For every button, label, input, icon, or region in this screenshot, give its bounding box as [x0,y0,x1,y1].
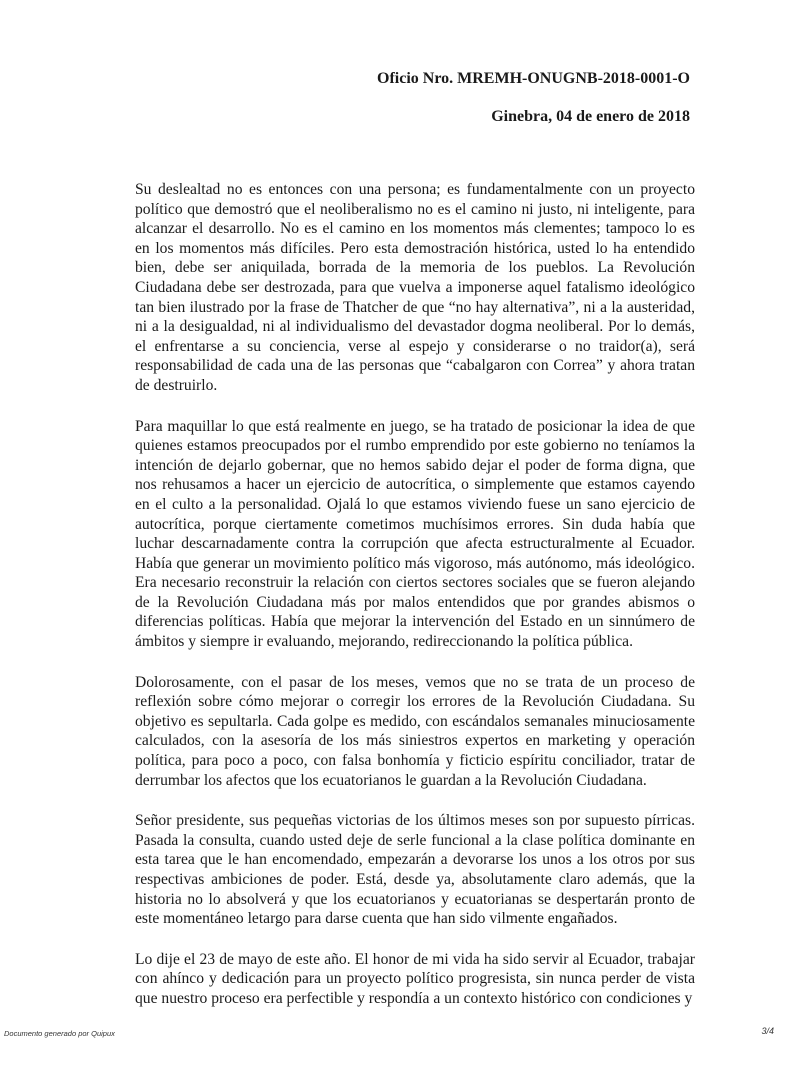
page-number: 3/4 [761,1026,774,1036]
paragraph: Señor presidente, sus pequeñas victorias de los últimos meses son por supuesto pírricas. Pasada la consulta, cuando usted deje de serle funcional a la clase política dominante en esta tarea que le han encomendado, empezarán a devorarse los unos a los otros por sus respectivas ambiciones de poder. Está, desde ya, absolutamente claro además, que la historia no lo absolverá y que los ecuatorianos y ecuatorianas se despertarán pronto de este momentáneo letargo para darse cuenta que han sido vilmente engañados. [135,812,695,928]
document-date: Ginebra, 04 de enero de 2018 [491,108,690,125]
paragraph: Para maquillar lo que está realmente en juego, se ha tratado de posicionar la idea de que quienes estamos preocupados por el rumbo emprendido por este gobierno no teníamos la intención de dejarlo gobernar, que no hemos sabido dejar el poder de forma digna, que nos rehusamos a hacer un ejercicio de autocrítica, o simplemente que estamos cayendo en el culto a la personalidad. Ojalá lo que estamos viviendo fuese un sano ejercicio de autocrítica, porque ciertamente cometimos muchísimos errores. Sin duda había que luchar descarnadamente contra la corrupción que afecta estructuralmente al Ecuador. Había que generar un movimiento político más vigoroso, más autónomo, más ideológico. Era necesario reconstruir la relación con ciertos sectores sociales que se fueron alejando de la Revolución Ciudadana más por malos entendidos que por grandes abismos o diferencias políticas. Había que mejorar la intervención del Estado en un sinnúmero de ámbitos y siempre ir evaluando, mejorando, redireccionando la política pública. [135,417,695,651]
letter-body [135,180,695,1030]
paragraph: Dolorosamente, con el pasar de los meses, vemos que no se trata de un proceso de reflexión sobre cómo mejorar o corregir los errores de la Revolución Ciudadana. Su objetivo es sepultarla. Cada golpe es medido, con escándalos semanales minuciosamente calculados, con la asesoría de los más siniestros expertos en marketing y operación política, para poco a poco, con falsa bonhomía y ficticio espíritu conciliador, tratar de derrumbar los afectos que los ecuatorianos le guardan a la Revolución Ciudadana. [135,673,695,789]
paragraph: Lo dije el 23 de mayo de este año. El honor de mi vida ha sido servir al Ecuador, trabajar con ahínco y dedicación para un proyecto político progresista, sin nunca perder de vista que nuestro proceso era perfectible y respondía a un contexto histórico con condiciones y [135,950,695,1007]
paragraph: Su deslealtad no es entonces con una persona; es fundamentalmente con un proyecto político que demostró que el neoliberalismo no es el camino ni justo, ni inteligente, para alcanzar el desarrollo. No es el camino en los momentos más clementes; tampoco lo es en los momentos más difíciles. Pero esta demostración histórica, usted lo ha entendido bien, debe ser aniquilada, borrada de la memoria de los pueblos. La Revolución Ciudadana debe ser destrozada, para que vuelva a imponerse aquel fatalismo ideológico tan bien ilustrado por la frase de Thatcher de que “no hay alternativa”, ni a la austeridad, ni a la desigualdad, ni al individualismo del devastador dogma neoliberal. Por lo demás, el enfrentarse a su conciencia, verse al espejo y considerarse o no traidor(a), será responsabilidad de cada una de las personas que “cabalgaron con Correa” y ahora tratan de destruirlo. [135,181,695,394]
document-reference: Oficio Nro. MREMH-ONUGNB-2018-0001-O [377,70,690,87]
letter-header [377,70,690,126]
generator-note: Documento generado por Quipux [4,1029,115,1038]
